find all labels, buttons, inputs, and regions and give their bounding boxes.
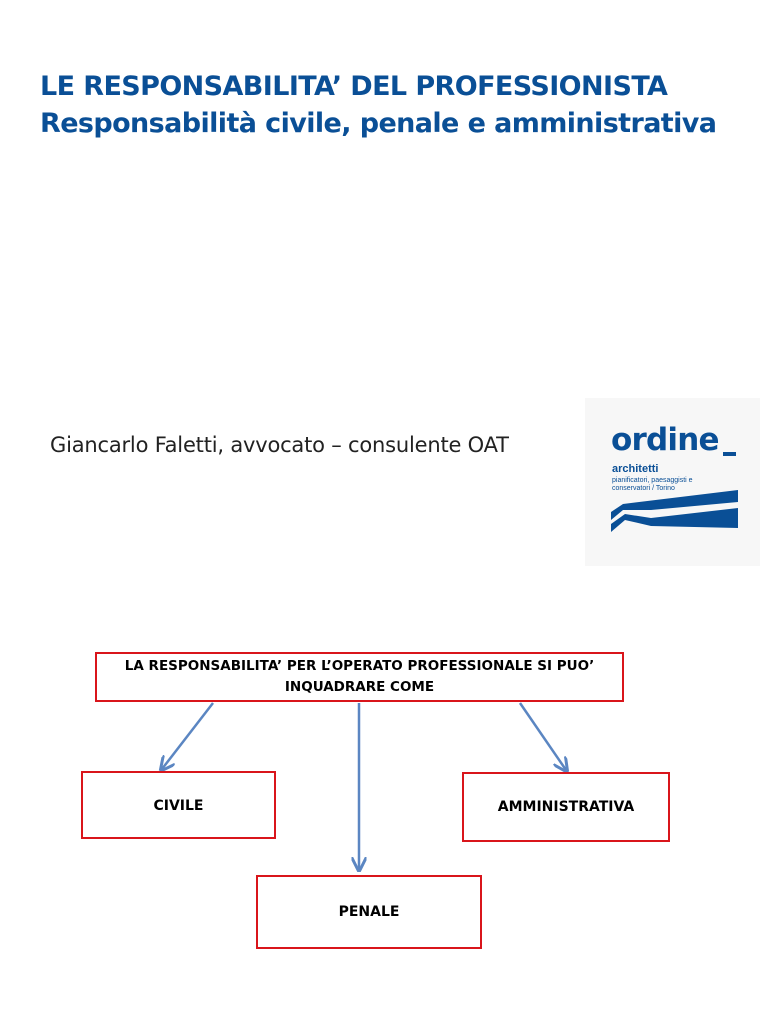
root-box: LA RESPONSABILITA’ PER L’OPERATO PROFESSIONALE SI PUO’ INQUADRARE COME (95, 652, 624, 702)
arrow-to-amministrativa (520, 703, 566, 770)
title-line-2: Responsabilità civile, penale e amministrativa (40, 108, 717, 139)
logo-tagline: pianificatori, paesaggisti e conservatori / Torino (612, 477, 693, 492)
logo-roof-graphic (611, 486, 738, 532)
logo-subtitle: architetti (612, 463, 659, 475)
logo-wordmark: ordine (611, 422, 719, 458)
arrow-to-civile (162, 703, 213, 769)
page-title (40, 68, 716, 142)
title-line-1: LE RESPONSABILITA’ DEL PROFESSIONISTA (40, 71, 668, 102)
author-line: Giancarlo Faletti, avvocato – consulente OAT (50, 433, 509, 457)
penale-box: PENALE (256, 875, 482, 949)
amministrativa-box: AMMINISTRATIVA (462, 772, 670, 842)
logo-dash (723, 452, 736, 456)
ordine-logo (585, 398, 760, 566)
civile-box: CIVILE (81, 771, 276, 839)
